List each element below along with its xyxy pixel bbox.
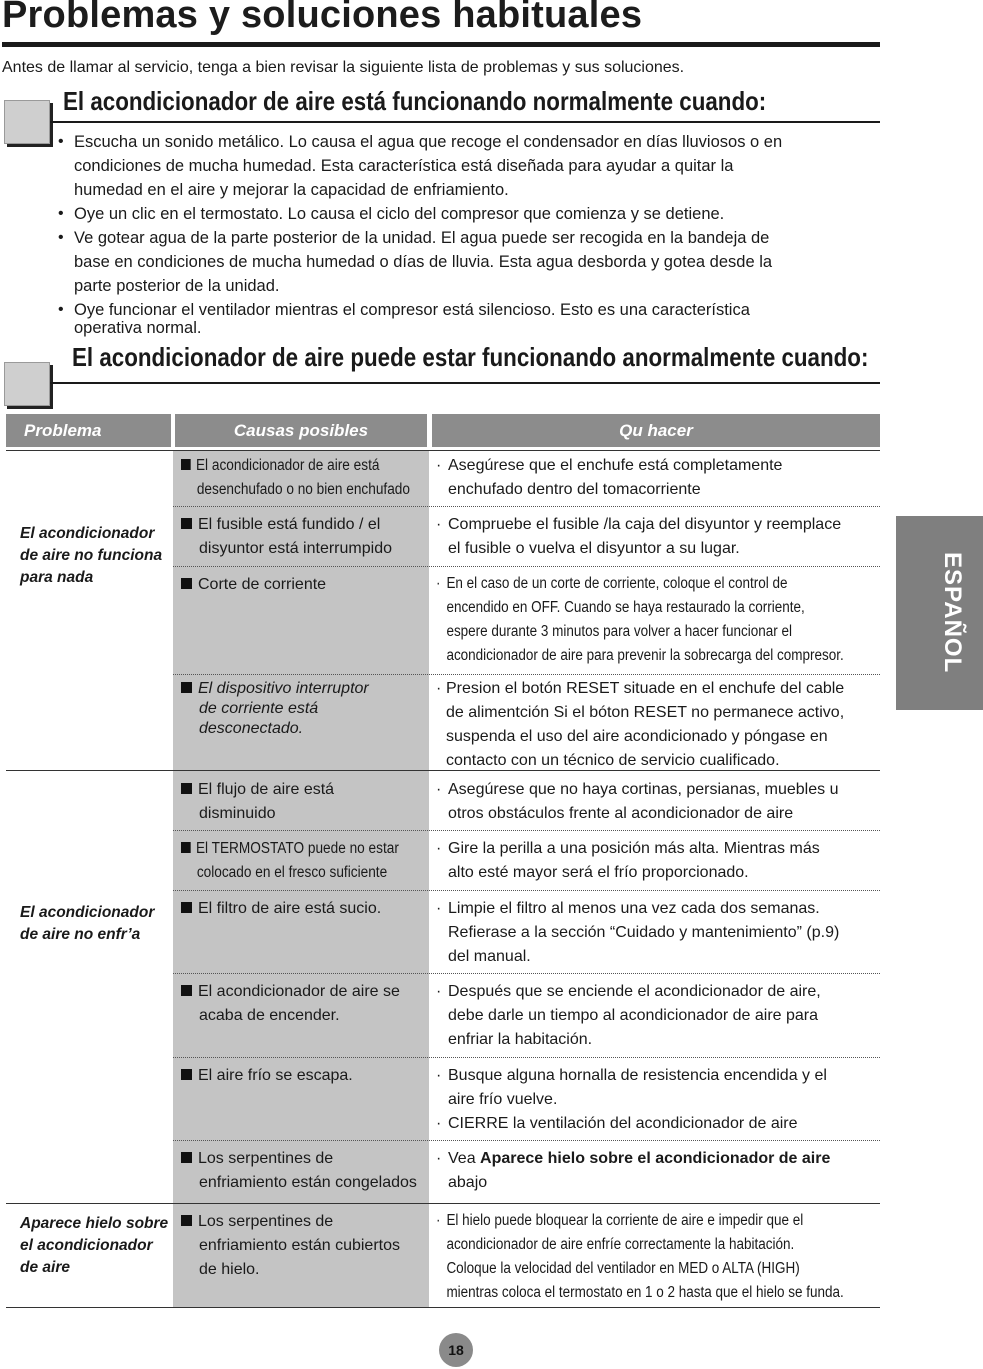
header-causes: Causas posibles [175, 414, 427, 447]
square-bullet-icon [181, 985, 192, 996]
row-divider [173, 973, 880, 974]
cause-desenchufado: El acondicionador de aire está desenchufado o no bien enchufado [181, 454, 427, 502]
section-abnormal-rule [50, 382, 880, 384]
problem-no-enfria: El acondicionador de aire no enfr’a [20, 904, 155, 943]
row-divider [173, 830, 880, 831]
solution-filtro: · Limpie el filtro al menos una vez cada dos semanas. Refierase a la sección “Cuidado y mantenimiento” (p.9) del manual. [436, 900, 840, 965]
solution-vea-hielo: · Vea Aparece hielo sobre el acondicionador de aire abajo [436, 1150, 831, 1191]
cause-encender: El acondicionador de aire se acaba de encender. [181, 980, 427, 1028]
problem-no-funciona: El acondicionador de aire no funciona para nada [20, 525, 163, 586]
list-item: • Oye un clic en el termostato. Lo causa el ciclo del compresor que comienza y se detiene. [56, 202, 856, 226]
table-rule [6, 450, 880, 451]
cause-interruptor: El dispositivo interruptor de corriente está desconectado. [181, 679, 427, 739]
solution-hielo: · El hielo puede bloquear la corriente de aire e impedir que el acondicionador de aire enfríe correctamente la habitación. Coloque la velocidad del ventilador en MED o ALTA (HIGH) mientras coloca el termostato en 1 o 2 hasta que el hielo se funda. [436, 1212, 844, 1301]
solution-corte: · En el caso de un corte de corriente, coloque el control de encendido en OFF. Cuando se haya restaurado la corriente, espere durante 3 minutos para volver a hacer funcionar el acondicionador de aire para prevenir la sobrecarga del compresor. [436, 575, 844, 664]
square-bullet-icon [181, 518, 192, 529]
cause-congelados: Los serpentines de enfriamiento están congelados [181, 1147, 427, 1195]
solution-enchufe: · Asegúrese que el enchufe está completamente enchufado dentro del tomacorriente [436, 457, 783, 498]
table-rule [6, 1307, 880, 1308]
table-rule [6, 1203, 880, 1204]
list-item: • Oye funcionar el ventilador mientras el compresor está silencioso. Esto es una característica operativa normal. [56, 301, 856, 337]
solution-reset: · Presion el botón RESET situade en el enchufe del cable de alimentción Si el bóton RESET no permanece activo, suspenda el uso del aire acondicionado y póngase en contacto con un técnico de servicio cualificado. [436, 680, 845, 769]
normal-list [56, 130, 856, 337]
square-bullet-icon [181, 842, 191, 853]
cause-fusible: El fusible está fundido / el disyuntor está interrumpido [181, 513, 427, 561]
cause-filtro: El filtro de aire está sucio. [181, 897, 427, 921]
square-bullet-icon [181, 1152, 192, 1163]
page-title: Problemas y soluciones habituales [2, 0, 643, 36]
square-bullet-icon [181, 459, 191, 470]
section-normal-marker [4, 100, 50, 144]
cause-termostato: El TERMOSTATO puede no estar colocado en el fresco suficiente [181, 837, 427, 885]
section-normal-rule [50, 121, 880, 123]
cross-reference: Aparece hielo sobre el acondicionador de aire [480, 1150, 831, 1167]
problem-hielo: Aparece hielo sobre el acondicionador de aire [20, 1215, 169, 1276]
row-divider [173, 674, 880, 675]
section-abnormal-marker [4, 362, 50, 406]
solution-obstaculos: · Asegúrese que no haya cortinas, persianas, muebles u otros obstáculos frente al acondicionador de aire [436, 781, 839, 822]
list-item: • Escucha un sonido metálico. Lo causa el agua que recoge el condensador en días lluviosos o en condiciones de mucha humedad. Esta característica está diseñada para ayudar a quitar la humedad en el aire y mejorar la capacidad de enfriamiento. [56, 130, 856, 202]
solution-perilla: · Gire la perilla a una posición más alta. Mientras más alto esté mayor será el frío proporcionado. [436, 840, 820, 881]
square-bullet-icon [181, 1215, 192, 1226]
language-side-tab [896, 516, 983, 710]
cause-aire-escapa: El aire frío se escapa. [181, 1064, 427, 1088]
header-problem: Problema [6, 414, 171, 447]
square-bullet-icon [181, 783, 192, 794]
solution-fusible: · Compruebe el fusible /la caja del disyuntor y reemplace el fusible o vuelva el disyuntor a su lugar. [436, 516, 842, 557]
row-divider [173, 506, 880, 507]
square-bullet-icon [181, 682, 192, 693]
row-divider [173, 890, 880, 891]
solution-hornalla: · Busque alguna hornalla de resistencia encendida y el aire frío vuelve. · CIERRE la ventilación del acondicionador de aire [436, 1067, 827, 1132]
header-solutions: Qu hacer [432, 414, 880, 447]
row-divider [173, 1140, 880, 1141]
title-rule [2, 42, 880, 47]
row-divider [173, 566, 880, 567]
cause-hielo: Los serpentines de enfriamiento están cubiertos de hielo. [181, 1210, 427, 1282]
square-bullet-icon [181, 1069, 192, 1080]
square-bullet-icon [181, 578, 192, 589]
section-abnormal-heading: El acondicionador de aire puede estar funcionando anormalmente cuando: [72, 342, 869, 372]
section-normal-heading: El acondicionador de aire está funcionando normalmente cuando: [63, 86, 767, 116]
solution-tiempo: · Después que se enciende el acondicionador de aire, debe darle un tiempo al acondicionador de aire para enfriar la habitación. [436, 983, 821, 1048]
side-tab-label: ESPAÑOL [939, 552, 966, 674]
row-divider [173, 1057, 880, 1058]
list-item: • Ve gotear agua de la parte posterior de la unidad. El agua puede ser recogida en la bandeja de base en condiciones de mucha humedad o días de lluvia. Esta agua desborda y gotea desde la parte posterior de la unidad. [56, 226, 856, 298]
square-bullet-icon [181, 902, 192, 913]
page-number: 18 [439, 1333, 473, 1367]
intro-text: Antes de llamar al servicio, tenga a bien revisar la siguiente lista de problemas y sus soluciones. [2, 59, 685, 76]
cause-corte: Corte de corriente [181, 573, 427, 597]
cause-flujo: El flujo de aire está disminuido [181, 778, 427, 826]
